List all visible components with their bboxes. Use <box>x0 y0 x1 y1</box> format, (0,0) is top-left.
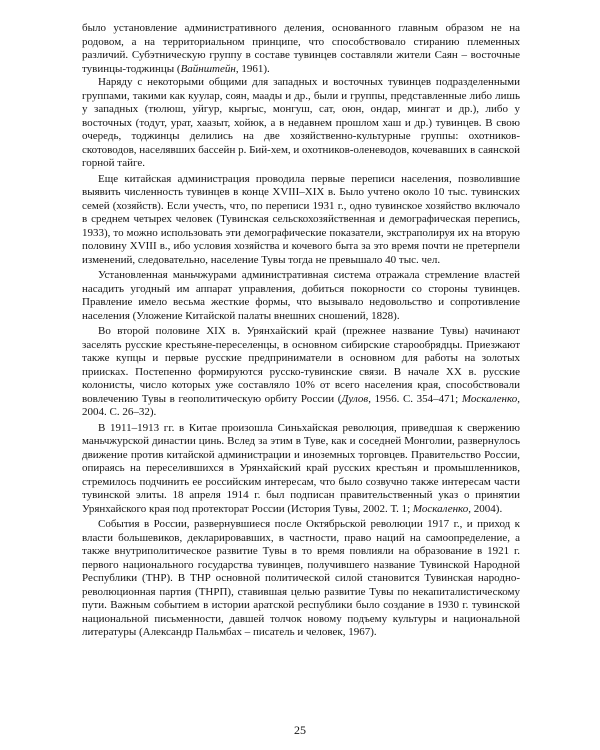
text-run: В 1911–1913 гг. в Китае произошла Синьхайская революция, приведшая к свержению маньчжурской династии цинь. Вслед за этим в Туве, как и соседней Монголии, развернулось движение против китайской администрации и иноземных торговцев. Правительство России, опираясь на переселившихся в Урянхайский край русских крестьян и промышленников, стремилось подчинить ее российским интересам, что было созвучно также интересам части тувинской элиты. 18 апреля 1914 г. был подписан правительственный указ о принятии Урянхайского края под протекторат России (История Тувы, 2002. Т. 1; <box>82 421 520 515</box>
text-run: , 1956. С. 354–471; <box>368 392 462 405</box>
citation-author: Москаленко <box>412 502 469 515</box>
paragraph <box>82 518 520 640</box>
page-number: 25 <box>294 723 306 737</box>
paragraph <box>82 76 520 171</box>
text-run: Во второй половине XIX в. Урянхайский край (прежнее название Тувы) начинают заселять русские крестьяне-переселенцы, в основном сибирские старообрядцы. Приезжают также купцы и первые русские предприниматели в основном для работы на золотых приисках. Постепенно формируются русско-тувинские связи. В начале XX в. русские колонисты, число которых уже составляло 10% от всего населения края, способствовали вовлечению Тувы в геополитическую орбиту России ( <box>82 325 520 405</box>
text-run: Еще китайская администрация проводила первые переписи населения, позволившие выявить численность тувинцев в конце XVIII–XIX в. Было учтено около 10 тыс. тувинских семей (хозяйств). Если учесть, что, по переписи 1931 г., одно тувинское хозяйство включало в среднем четырех человек (Тувинская сельскохозяйственная и демографическая перепись, 1933), то можно использовать эти демографические показатели, экстраполируя их на вторую половину XVIII в., ибо условия хозяйства и кочевого быта за это время почти не претерпели изменений, следовательно, население Тувы тогда не превышало 40 тыс. чел. <box>82 172 520 266</box>
paragraph <box>82 422 520 517</box>
paragraph <box>82 325 520 420</box>
paragraph <box>82 269 520 323</box>
text-run: События в России, развернувшиеся после Октябрьской революции 1917 г., и приход к власти большевиков, декларировавших, в частности, право наций на самоопределение, а также внутриполитическое развитие Тувы в то время повлияли на образование в 1921 г. первого национального государства тувинцев, получившего название Тувинской Народной Республики (ТНР). В ТНР основной политической силой становится Тувинская народно-революционная партия (ТНРП), ставившая целью развитие Тувы по некапиталистическому пути. Важным событием в истории аратской республики было создание в 1930 г. тувинской национальной письменности, давшей толчок новому подъему культуры и национальной литературы (Александр Пальмбах – писатель и человек, 1967). <box>82 518 520 638</box>
body-text <box>82 22 520 640</box>
text-run: , 2004). <box>468 502 503 515</box>
text-run: Установленная маньчжурами административная система отражала стремление властей насадить угодный им аппарат управления, добиться покорности со стороны тувинцев. Правление имело весьма жесткие формы, что вызывало недовольство и сопротивление населения (Уложение Китайской палаты внешних сношений, 1828). <box>82 269 520 322</box>
text-run: , 1961). <box>235 62 270 75</box>
paragraph <box>82 173 520 268</box>
text-run: , 2004. С. 26–32). <box>82 392 520 418</box>
citation-author: Вайнштейн <box>180 62 236 75</box>
citation-author: Дулов <box>341 392 369 405</box>
citation-author: Москаленко <box>461 392 518 405</box>
text-run: было установление административного деления, основанного главным образом не на родовом, а на территориальном принципе, что способствовало стиранию племенных различий. Субэтническую группу в составе тувинцев составляли жители Саян – восточные тувинцы-тоджинцы ( <box>82 22 520 75</box>
text-run: Наряду с некоторыми общими для западных и восточных тувинцев подразделенными группами, такими как куулар, соян, маады и др., были и группы, представленные либо лишь у западных (тюлюш, уйгур, кыргыс, монгуш, сат, оюн, ондар, мингат и др.), либо у восточных (тодут, урат, хаазыт, хойюк, а в недавнем прошлом хаш и др.) тувинцев. В свою очередь, тоджинцы делились на две хозяйственно-культурные группы: охотников-скотоводов, населявших бассейн р. Бий-хем, и охотников-оленеводов, кочевавших в саянской горной тайге. <box>82 76 521 169</box>
paragraph <box>82 22 520 76</box>
